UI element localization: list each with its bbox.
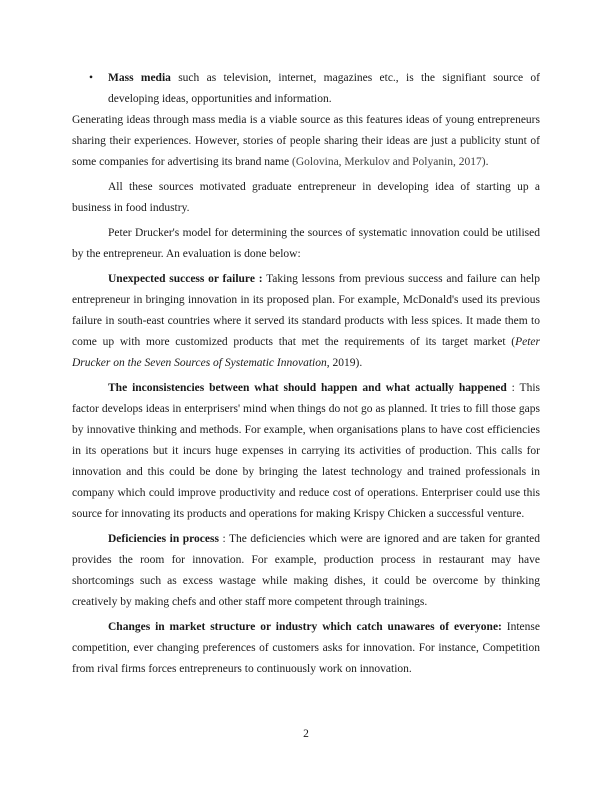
citation: (Golovina, Merkulov and Polyanin, 2017) [292,156,486,168]
paragraph-inconsistencies [72,378,540,525]
paragraph-text: : This factor develops ideas in enterprisers' mind when things do not go as planned. It tries to fill those gaps by innovative thinking and methods. For example, when organisations plans to have cost efficiencies in its operations but it incurs huge expenses in carrying its activities of production. This calls for innovation and this could be done by bringing the latest technology and trained professionals in company which could improve productivity and reduce cost of operations. Enterpriser could use this source for innovating its products and operations for making Krispy Chicken a successful venture. [72,382,540,520]
paragraph-end: , 2019). [326,357,363,369]
heading-unexpected-success: Unexpected success or failure : [108,273,263,285]
paragraph-unexpected-success [72,269,540,374]
paragraph-end: . [485,156,489,168]
paragraph-mass-media [72,110,540,173]
paragraph-motivation: All these sources motivated graduate entrepreneur in developing idea of starting up a business in food industry. [72,181,540,214]
paragraph-text: Taking lessons from previous success and failure can help entrepreneur in bringing innovation in its proposed plan. For example, McDonald's used its previous failure in south-east countries where it served its standard products with less spices. It made them to come up with more customized products that met the requirements of its target market ( [72,273,541,348]
paragraph-market-changes [72,617,540,680]
paragraph-text: Generating ideas through mass media is a viable source as this features ideas of young entrepreneurs sharing their experiences. However, stories of people sharing their ideas are just a publicity stunt of some companies for advertising its brand name [72,114,540,168]
heading-market-changes: Changes in market structure or industry which catch unawares of everyone: [108,621,502,633]
page-number: 2 [303,728,309,740]
paragraph-text: : The deficiencies which were are ignored and are taken for granted provides the room for innovation. For example, production process in restaurant may have shortcomings such as excess wastage while making dishes, it could be overcome by thinking creatively by making chefs and other staff more competent through trainings. [72,533,540,608]
citation-italic: Peter Drucker on the Seven Sources of Systematic Innovation [72,336,540,369]
bullet-item-mass-media [72,68,540,110]
bullet-icon: • [89,72,94,84]
paragraph-drucker-model: Peter Drucker's model for determining the sources of systematic innovation could be utilised by the entrepreneur. An evaluation is done below: [72,227,540,260]
paragraph-text: Intense competition, ever changing preferences of customers asks for innovation. For instance, Competition from rival firms forces entrepreneurs to continuously work on innovation. [72,621,540,675]
bullet-bold-term: Mass media [108,72,171,84]
heading-deficiencies: Deficiencies in process [108,533,219,545]
paragraph-deficiencies [72,529,540,613]
bullet-text: such as television, internet, magazines etc., is the signifiant source of developing ideas, opportunities and information. [108,72,540,105]
document-page [72,68,540,680]
heading-inconsistencies: The inconsistencies between what should happen and what actually happened [108,382,507,394]
